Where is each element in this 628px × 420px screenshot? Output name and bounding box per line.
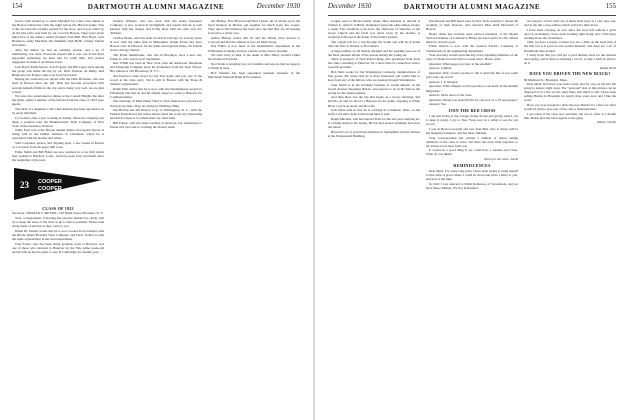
paragraph: Wally Ford was at the Boston alumni dinner and reports that he is doing well in the lumber business in Cincinnati, where he is associated with his brother and others.	[12, 128, 104, 141]
paragraph: Jim Harlow has left Boston to go to Washington, D. C., with the Federal Farm Board. He writes that he finds the work very interesting and that he expects to remain there for some time.	[110, 108, 202, 121]
paragraph: The couple left for a trip through the South and will be at home after the first of January at Providence.	[328, 39, 420, 48]
class-pennant-image	[12, 164, 104, 204]
class-label: CLASS OF 1923	[42, 205, 74, 211]
paragraph: Answer: More news of the class.	[429, 93, 473, 98]
paragraph: I was in Boston recently and saw Tom Bell, who is doing well in the insurance business, and has three children.	[426, 126, 518, 135]
paragraph: It would be a good thing if we could have a reunion next June. What do you think?	[426, 148, 518, 157]
section-title: JOIN THE RED CROSS	[448, 107, 496, 113]
pennant-year: 23	[20, 179, 29, 190]
paragraph: And then there was the trip that began on a snowy morning. Ted had his car and we drove to Hanover for the game, stopping at White River to pick up Andy and his wife.	[328, 95, 420, 108]
paragraph: Question: What changes would you like to see made in the Alumni Magazine?	[426, 84, 518, 93]
paragraph: I have been carrying on ever since the boys left without a great deal of excitement. I have been working right along, and I still enjoy reading about my classmates.	[524, 27, 616, 40]
paragraph: Ralph Dr. Palmer writes that he is now located in Providence with the Rhode Island Hospital Trust Company, and Dave Trainer is with the same organization in the bond department.	[12, 228, 104, 241]
paragraph: Ray Fuller is now head of the mathematics department at the Wilbraham Academy and has a house on the school grounds.	[208, 44, 300, 53]
page-header-left	[12, 3, 300, 15]
paragraph: Answer: J. P. Morgan.	[429, 79, 459, 84]
paragraph: Question: Who would you like to tell to hold the line if you could give only one word?	[426, 71, 518, 80]
magazine-title: DARTMOUTH ALUMNI MAGAZINE	[87, 3, 225, 11]
page-gutter	[313, 0, 315, 420]
address-line: 80 Madison St., Brooklyn, Mass.	[524, 77, 568, 82]
paragraph: Red O'Neil has been in New York with the American Telephone and Telegraph Company since his graduation from the Tuck School. His address is 195 Broadway, N. Y. C.	[110, 61, 202, 74]
paragraph: Chet Smith is in the furniture business at Grand Rapids, in the Grand Avenue Shopping district, and expects to be in the East in the spring for the annual market.	[328, 82, 420, 95]
paragraph: Great credit should go to Andy Marshall for a fine class dinner at the Boston University Club the night before the Harvard game. Due to the fact that the weather poured for the boys, and it was called by all the best party ever held by our crowd in Boston. There were about thirty-five at the dinner, which included Tom Bell, Bob Boyd, Jack Brabazon, Andy Marshall, Mo Dunham, Sam Hebb, Johnny Thoms and others.	[12, 19, 104, 48]
paragraph: Question: What keeps you busy at the sawmill?	[429, 61, 492, 66]
signature: Yours for the class, JACK	[484, 157, 518, 162]
paragraph: not much to it, but with one of them, little stays is a very new one, and in the fall a new edition which will tell a little more.	[524, 19, 616, 28]
paragraph: Couple read to Rhode Island where Miss Amanda A. Arnold is Charles G. Akin Jr. is Bride. Nadjesky's leave the same almost twenty a week. The ceremony took place the afternoon of Saturday at the Grace Church and the bride was given away by her brother. A reception followed at the home of the bride's parents.	[328, 19, 420, 40]
column-1	[12, 19, 104, 254]
paragraph: Ralph Mitchell, who has been in Paris for the last year studying art, is coming home in the spring. He has had several paintings shown in the Salon.	[328, 116, 420, 129]
paragraph: In 1922 I was married to Edith Robinson, of Woodstock, and we have three children. We live in Rutland.	[426, 181, 518, 190]
paragraph: Bob Sims works for the Washington Company, manufacturers of fine goods. He writes that he is most interested and would like to hear from any of the fellows who are passing through Washington.	[328, 69, 420, 83]
paragraph: Charles Drake, who has been located in Chicago for several years, is now with the same firm in Milwaukee. Ralph Evans and Jerry Bowen were in Hanover for the game and reported many old friends in the Chicago district.	[110, 35, 202, 52]
page-number: 155	[605, 3, 616, 10]
paragraph: The birth of a daughter to the Clark Rounds has been reported to us by Andy Marshall.	[12, 106, 104, 115]
paragraph: There is prospect of Tuck Robert King, who graduated from Tuck last June, returning to Hanover for a short time in connection with a research problem.	[328, 57, 420, 70]
paragraph: Well, we have a house, so there you are, a little on the back side of the hill, but it is good in and around Rutland, and there are a lot of Dartmouth men around.	[524, 40, 616, 53]
paragraph: Henry Allen has recently been elected president of the Mount Vernon Chamber of Commerce. Henry has been active in civic affairs there for several years.	[426, 31, 518, 44]
paragraph: Answer: Yes.	[429, 102, 447, 107]
paragraph: Your correspondent has written a number of letters asking members of the class to write, but there has been little response so far. Please let us hear from you.	[426, 135, 518, 148]
column-2	[110, 19, 202, 130]
paragraph: After the dinner we had an old-time session, and a lot of reminiscing was done. Everyone present felt it was one of the most enjoyable gatherings we have had for some time, and several suggested we make it an annual event.	[12, 47, 104, 65]
class-secretary: Secretary, TRUMAN T. METZEL, 100 Ninth Street, Brooklyn, N. Y.	[12, 211, 104, 216]
section-title: HAVE YOU DRIVEN THE NEW BUICK?	[529, 71, 611, 77]
issue-date: December 1930	[328, 3, 372, 10]
paragraph: During the week-end we stayed with the Dick Bowman, who has been in Boston since the fall. Dick has become associated with several industrial firms in the city and is doing very well, we are glad to hear.	[12, 77, 104, 94]
signature: Sidney Cloudy	[596, 120, 616, 125]
paragraph: A large number of old friends attended and the wedding was one of the most pleasant affairs of the season among the young set.	[328, 48, 420, 57]
left-page	[0, 0, 312, 420]
header-rule	[328, 15, 616, 16]
column-2	[426, 19, 518, 190]
pennant-line1: COOPER	[38, 178, 62, 185]
paragraph: We were also entertained at dinner at the Cornell Heights Inn after the game, where a number of the fellows from the class of 1923 were guests.	[12, 94, 104, 107]
paragraph: Charles Whitney, who has been with the Aetna Insurance Company, is now located in Springfield, and reports that he is well pleased with the change and living there with his wife and two children.	[110, 19, 202, 36]
paragraph: Bill Parker, who has been teaching at Andover, has transferred to Exeter this year and is coaching the hockey team.	[110, 120, 202, 129]
column-3	[208, 19, 300, 79]
paragraph: Howard Lacy is practicing medicine in Springfield and his address is the Professional Building.	[328, 129, 420, 138]
page-header-right	[328, 3, 616, 15]
paragraph: Ted Peterson came down for the Yale game and was one of the crowd at the class party. Ted is still in Boston with the Stone & Webster organization.	[110, 73, 202, 87]
paragraph: Ralph Ellis writes that he is now with the Westinghouse people in Pittsburgh, and that he and his family expect to come to Hanover for Commencement.	[110, 86, 202, 99]
paragraph: Art Bishop, Fred Howard and Bob Lyman, all of whom are in the bond business in Boston, get together for lunch every few weeks. They report that business has been slow but that they are all looking forward to a better year.	[208, 19, 300, 36]
paragraph: Answer: Lumber.	[429, 66, 453, 71]
signature: Ralph Wells	[600, 65, 616, 70]
paragraph: Dear Metz: Received your letter today, and for once in my life I'm going to answer right away. The "personal" side of this picture can be disposed of in a few words, since there isn't much to tell. I have been selling Buicks in Brooklyn for nearly three years now, and I like the work.	[524, 82, 616, 103]
issue-date: December 1930	[256, 3, 300, 10]
paragraph: Cy Gordon, after a year working in Johnny Johnson's company, has taken a position with the Manufacturers Trust Company of New York, in the insurance division.	[12, 115, 104, 128]
paragraph: Jim Russell and Bill Reed were in New York recently to attend the wedding of Sam Pearson, who married Miss Ruth Howland of Boston.	[426, 19, 518, 32]
paragraph: Eddie Smith and Bill Fisher are now partners in a law firm which they opened in Hartford, Conn., and have been very successful since the beginning of the year.	[12, 149, 104, 162]
paragraph: Jack Boyd, Eddie Moore, Tom Fogarty and Bill Carter were among the group who made the trip by car. Dick Johnson, Al Reilly, Red Burke and Joe Fenton came over from Worcester.	[12, 64, 104, 77]
paragraph: I am still living at the cottage, doing chores and giving what I can to keep it going. I got to New York once in a while to see the old crowd.	[426, 114, 518, 127]
paragraph: Have you ever stopped to drive the new Buick? It's a fine car and I would be glad to give any of the class a demonstration.	[524, 103, 616, 112]
paragraph: The Frank Sutherlands, who live in Brooklyn, have a new son, Frank Jr., who was born in September.	[110, 52, 202, 61]
column-3	[524, 19, 616, 125]
paragraph: I see some of the class now and then, but not as often as I should like. Please give my best regards to the gang.	[524, 111, 616, 120]
paragraph: Your correspondent, following the practice initiated by Andy, will try to keep the news of the class as up to date as possible. Please send along items of interest as they come to you.	[12, 216, 104, 229]
magazine-title: DARTMOUTH ALUMNI MAGAZINE	[403, 3, 541, 11]
paragraph: The marriage of Miss Helen Ward to Tom Anderson took place in Newton last June. They are living in Wellesley Hills.	[110, 99, 202, 108]
pennant-line2: COOPER	[38, 185, 62, 192]
paragraph: Arthur Bishop writes that he and his family have moved to Concord and that the address is now 42 Main Street.	[208, 35, 300, 44]
paragraph: Dear Metz: For some long years I have been trying to bring myself to that state of grace where I could sit down and write a letter to you, and now is the time.	[426, 168, 518, 181]
paragraph: Ned Tuttle is studying law at Columbia and reports that he expects to finish in June.	[208, 61, 300, 70]
paragraph: Frank Weston is now with the General Electric Company at Schenectady in the engineering department.	[426, 44, 518, 53]
paragraph: Question: Would you spend $2.00 for one year of a '23 newspaper?	[429, 97, 518, 102]
page-number: 154	[12, 3, 23, 10]
paragraph: I really hope that you will get a good number back for the reunion next spring, and if there is anything I can do to help I shall be glad to do it.	[524, 53, 616, 66]
paragraph: Bob Sanders has been appointed assistant treasurer of the Merchants National Bank in Providence.	[208, 70, 300, 79]
paragraph: Your secretary would welcome any word regarding members of the class of whom we have had no recent news. Please write.	[426, 53, 518, 62]
section-title: REMINISCENCES	[453, 162, 491, 168]
right-page	[316, 0, 628, 420]
paragraph: We were sorry to hear of the death of Mrs. Henry Gould's father last month in Portland.	[208, 53, 300, 62]
paragraph: Jack Dunn tells us that he is working in Columbus, Ohio, on the staff of the Ohio State Journal and likes it well.	[328, 108, 420, 117]
paragraph: Tom Carpenter, spruce, and clipping sport, a few weeks in Boston as a vacation from his paper mill work.	[12, 141, 104, 150]
paragraph: Chet Foster, who has been doing graduate work at Harvard, was one of those who returned to Hanover for the Yale game week-end and he tells us that he plans to stay in Cambridge for another year.	[12, 241, 104, 254]
header-rule	[12, 15, 300, 16]
column-1	[328, 19, 420, 138]
